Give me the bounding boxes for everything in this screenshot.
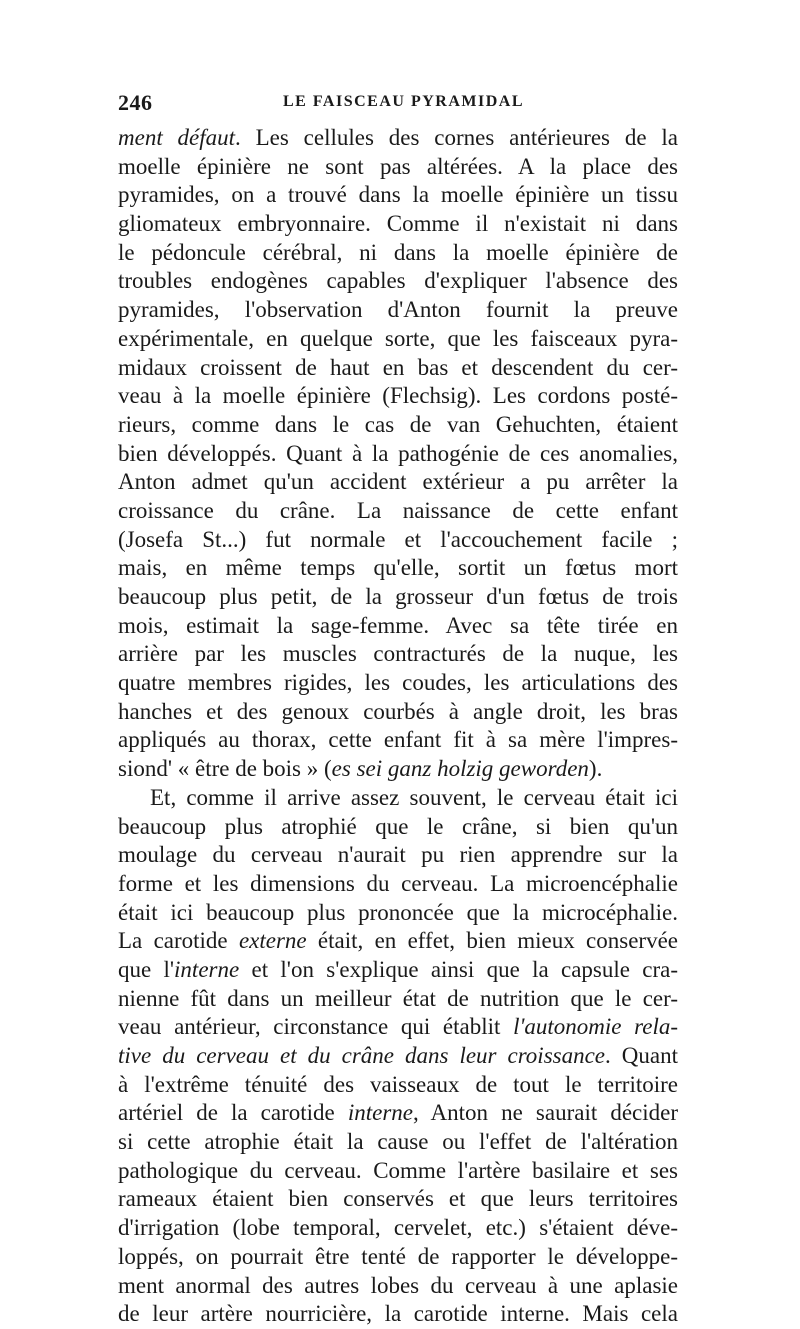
text-segment: rieurs, comme dans le cas de van Gehuchten, étaient [118, 411, 678, 437]
text-line [118, 354, 678, 383]
text-segment: troubles endogènes capables d'expliquer l'absence des [118, 268, 678, 294]
text-segment: rameaux étaient bien conservés et que leurs territoires [118, 1186, 678, 1212]
text-segment: . Les cellules des cornes antérieures de la [235, 125, 678, 150]
text-segment: pyramides, l'observation d'Anton fournit la preuve [118, 297, 678, 323]
text-line [118, 1042, 678, 1071]
text-line [118, 1272, 678, 1301]
text-line [118, 325, 678, 354]
text-segment: veau antérieur, circonstance qui établit [118, 1014, 514, 1040]
text-segment: ment anormal des autres lobes du cerveau à une aplasie [118, 1272, 678, 1298]
body-text [118, 124, 678, 1329]
italic-text: externe [238, 928, 307, 954]
text-segment: hanches et des genoux courbés à angle droit, les bras [118, 698, 678, 724]
text-line [118, 755, 678, 784]
text-line [118, 1185, 678, 1214]
text-segment: bien développés. Quant à la pathogénie de ces anomalies, [118, 440, 678, 466]
text-line [118, 985, 678, 1014]
text-segment: expérimentale, en quelque sorte, que les faisceaux pyra- [118, 325, 678, 351]
text-line [118, 698, 678, 727]
text-segment: et l'on s'explique ainsi que la capsule cra- [239, 956, 678, 982]
text-segment: beaucoup plus atrophié que le crâne, si bien qu'un [118, 813, 678, 839]
text-line [118, 1013, 678, 1042]
text-segment: mais, en même temps qu'elle, sortit un fœtus mort [118, 555, 678, 581]
text-segment: moulage du cerveau n'aurait pu rien apprendre sur la [118, 842, 678, 868]
italic-text: l'autonomie rela- [513, 1014, 678, 1040]
text-line [118, 956, 678, 985]
text-segment: arrière par les muscles contracturés de la nuque, les [118, 641, 678, 667]
text-segment: beaucoup plus petit, de la grosseur d'un fœtus de trois [118, 584, 678, 609]
text-segment: le pédoncule cérébral, ni dans la moelle épinière de [118, 239, 678, 265]
text-segment: si cette atrophie était la cause ou l'effet de l'altération [118, 1129, 678, 1155]
text-segment: moelle épinière ne sont pas altérées. A la place des [118, 153, 678, 179]
text-segment: à l'extrême ténuité des vaisseaux de tout le territoire [118, 1071, 678, 1097]
text-line [118, 1300, 678, 1329]
text-segment: loppés, on pourrait être tenté de rapporter le développe- [118, 1243, 678, 1269]
text-segment: nienne fût dans un meilleur état de nutrition que le cer- [118, 985, 678, 1011]
text-line [118, 1071, 678, 1100]
text-segment: midaux croissent de haut en bas et descendent du cer- [118, 354, 678, 380]
text-segment: , Anton ne saurait décider [412, 1100, 678, 1126]
text-line [118, 1128, 678, 1157]
italic-text: es sei ganz holzig geworden [331, 756, 589, 782]
text-line [118, 239, 678, 268]
text-segment: forme et les dimensions du cerveau. La microencéphalie [118, 870, 678, 896]
italic-text: tive du cerveau et du crâne dans leur croissance [118, 1043, 606, 1068]
text-line [118, 1243, 678, 1272]
text-segment: siond' « être de bois » ( [118, 756, 332, 782]
text-line [118, 296, 678, 325]
text-line [118, 210, 678, 239]
text-segment: pyramides, on a trouvé dans la moelle épinière un tissu [118, 182, 678, 208]
text-segment: gliomateux embryonnaire. Comme il n'existait ni dans [118, 211, 678, 237]
text-line [118, 554, 678, 583]
text-line [118, 640, 678, 669]
text-segment: pathologique du cerveau. Comme l'artère basilaire et ses [118, 1157, 678, 1183]
text-segment: artériel de la carotide [118, 1100, 348, 1126]
italic-text: ment défaut [118, 125, 236, 150]
text-line [118, 870, 678, 899]
text-segment: Et, comme il arrive assez souvent, le cerveau était ici [150, 784, 678, 810]
running-title: LE FAISCEAU PYRAMIDAL [283, 93, 524, 110]
text-line [118, 1157, 678, 1186]
text-line [118, 153, 678, 182]
text-segment: était, en effet, bien mieux conservée [306, 928, 678, 954]
text-line [118, 411, 678, 440]
text-line [118, 726, 678, 755]
text-line [118, 927, 678, 956]
page-header [118, 90, 678, 120]
text-line [118, 813, 678, 842]
text-line [118, 497, 678, 526]
text-segment: d'irrigation (lobe temporal, cervelet, etc.) s'étaient déve- [118, 1215, 678, 1241]
text-line [118, 181, 678, 210]
text-line [118, 1099, 678, 1128]
text-segment: appliqués au thorax, cette enfant fit à sa mère l'impres- [118, 727, 678, 753]
text-line [118, 124, 678, 153]
text-segment: de leur artère nourricière, la carotide interne. Mais cela [118, 1301, 678, 1327]
text-segment: que l' [118, 956, 175, 982]
text-line [118, 468, 678, 497]
text-segment: mois, estimait la sage-femme. Avec sa tête tirée en [118, 612, 678, 638]
text-line [118, 784, 678, 813]
text-segment: veau à la moelle épinière (Flechsig). Les cordons posté- [118, 383, 678, 409]
text-line [118, 440, 678, 469]
text-line [118, 612, 678, 641]
text-segment: était ici beaucoup plus prononcée que la microcéphalie. [118, 899, 678, 925]
text-line [118, 382, 678, 411]
italic-text: interne [347, 1100, 413, 1126]
text-segment: ). [588, 756, 603, 782]
text-segment: . Quant [605, 1043, 678, 1068]
text-segment: croissance du crâne. La naissance de cette enfant [118, 497, 678, 523]
text-line [118, 669, 678, 698]
text-line [118, 526, 678, 555]
italic-text: interne [174, 956, 240, 982]
text-line [118, 583, 678, 612]
page-number: 246 [118, 90, 153, 115]
text-segment: (Josefa St...) fut normale et l'accouchement facile ; [118, 526, 678, 552]
text-segment: quatre membres rigides, les coudes, les articulations des [118, 670, 678, 696]
text-line [118, 267, 678, 296]
text-segment: Anton admet qu'un accident extérieur a pu arrêter la [118, 469, 678, 495]
text-line [118, 899, 678, 928]
text-segment: La carotide [118, 928, 239, 954]
text-line [118, 841, 678, 870]
text-line [118, 1214, 678, 1243]
